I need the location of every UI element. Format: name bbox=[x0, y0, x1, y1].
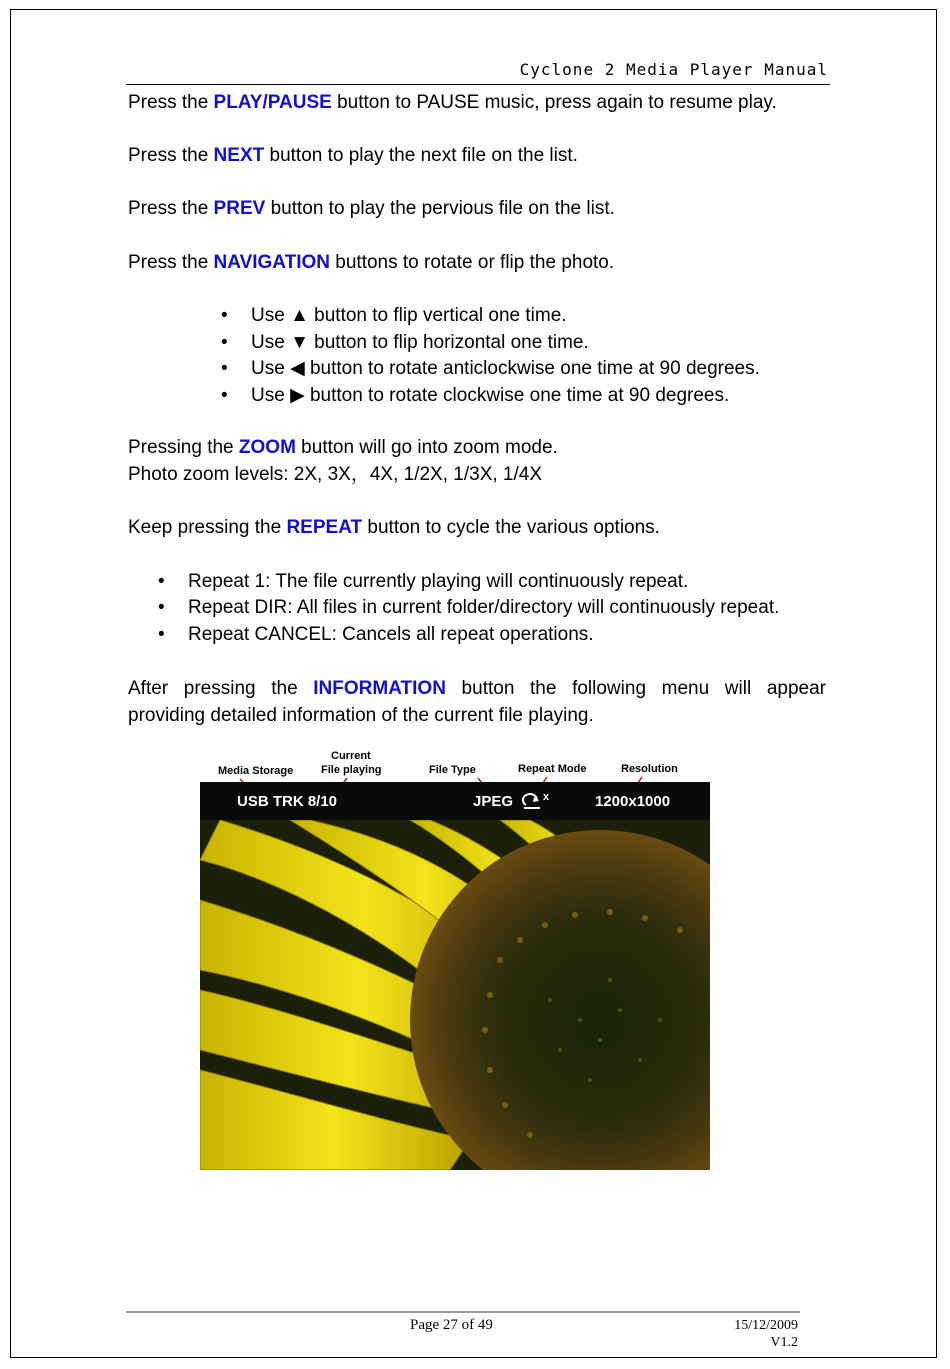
footer-rule bbox=[126, 1311, 800, 1313]
label-media-storage: Media Storage bbox=[218, 765, 294, 777]
para-prev: Press the PREV button to play the pervious file on the list. bbox=[128, 198, 615, 219]
kw-next: NEXT bbox=[213, 145, 265, 166]
footer-date-version bbox=[734, 1317, 798, 1351]
sunflower-photo bbox=[200, 820, 710, 1170]
file-type-readout: JPEG bbox=[473, 793, 514, 810]
para-play-pause: Press the PLAY/PAUSE button to PAUSE music, press again to resume play. bbox=[128, 92, 777, 113]
info-bar bbox=[200, 782, 710, 820]
label-file-playing: File playing bbox=[321, 764, 382, 776]
kw-navigation: NAVIGATION bbox=[213, 252, 331, 273]
kw-zoom: ZOOM bbox=[238, 437, 296, 458]
kw-repeat: REPEAT bbox=[286, 517, 363, 538]
label-current: Current bbox=[331, 750, 371, 762]
kw-play-pause: PLAY/PAUSE bbox=[213, 92, 332, 113]
track-readout: USB TRK 8/10 bbox=[237, 793, 338, 810]
label-resolution: Resolution bbox=[621, 763, 678, 775]
repeat-x-readout: x bbox=[543, 791, 550, 803]
repeat-icon bbox=[522, 792, 544, 812]
header-rule bbox=[126, 84, 830, 85]
para-zoom-levels: Photo zoom levels: 2X, 3X，4X, 1/2X, 1/3X, 1/4X bbox=[128, 464, 543, 485]
para-information: After pressing the INFORMATION button the following menu will appear providing detailed information of the current file playing. bbox=[128, 678, 826, 726]
footer-page-number: Page 27 of 49 bbox=[410, 1317, 493, 1333]
kw-information: INFORMATION bbox=[313, 678, 446, 699]
para-navigation: Press the NAVIGATION buttons to rotate or flip the photo. bbox=[128, 252, 615, 273]
footer-version: V1.2 bbox=[770, 1335, 798, 1350]
para-zoom: Pressing the ZOOM button will go into zoom mode. bbox=[128, 437, 558, 458]
footer-date: 15/12/2009 bbox=[734, 1318, 798, 1333]
para-repeat: Keep pressing the REPEAT button to cycle the various options. bbox=[128, 517, 660, 538]
sunflower-image bbox=[200, 820, 710, 1170]
resolution-readout: 1200x1000 bbox=[595, 793, 671, 810]
header-title: Cyclone 2 Media Player Manual bbox=[519, 60, 828, 79]
para-next: Press the NEXT button to play the next file on the list. bbox=[128, 145, 578, 166]
label-repeat-mode: Repeat Mode bbox=[518, 763, 587, 775]
kw-prev: PREV bbox=[213, 198, 266, 219]
label-file-type: File Type bbox=[429, 764, 476, 776]
information-screen-figure bbox=[200, 746, 710, 1170]
